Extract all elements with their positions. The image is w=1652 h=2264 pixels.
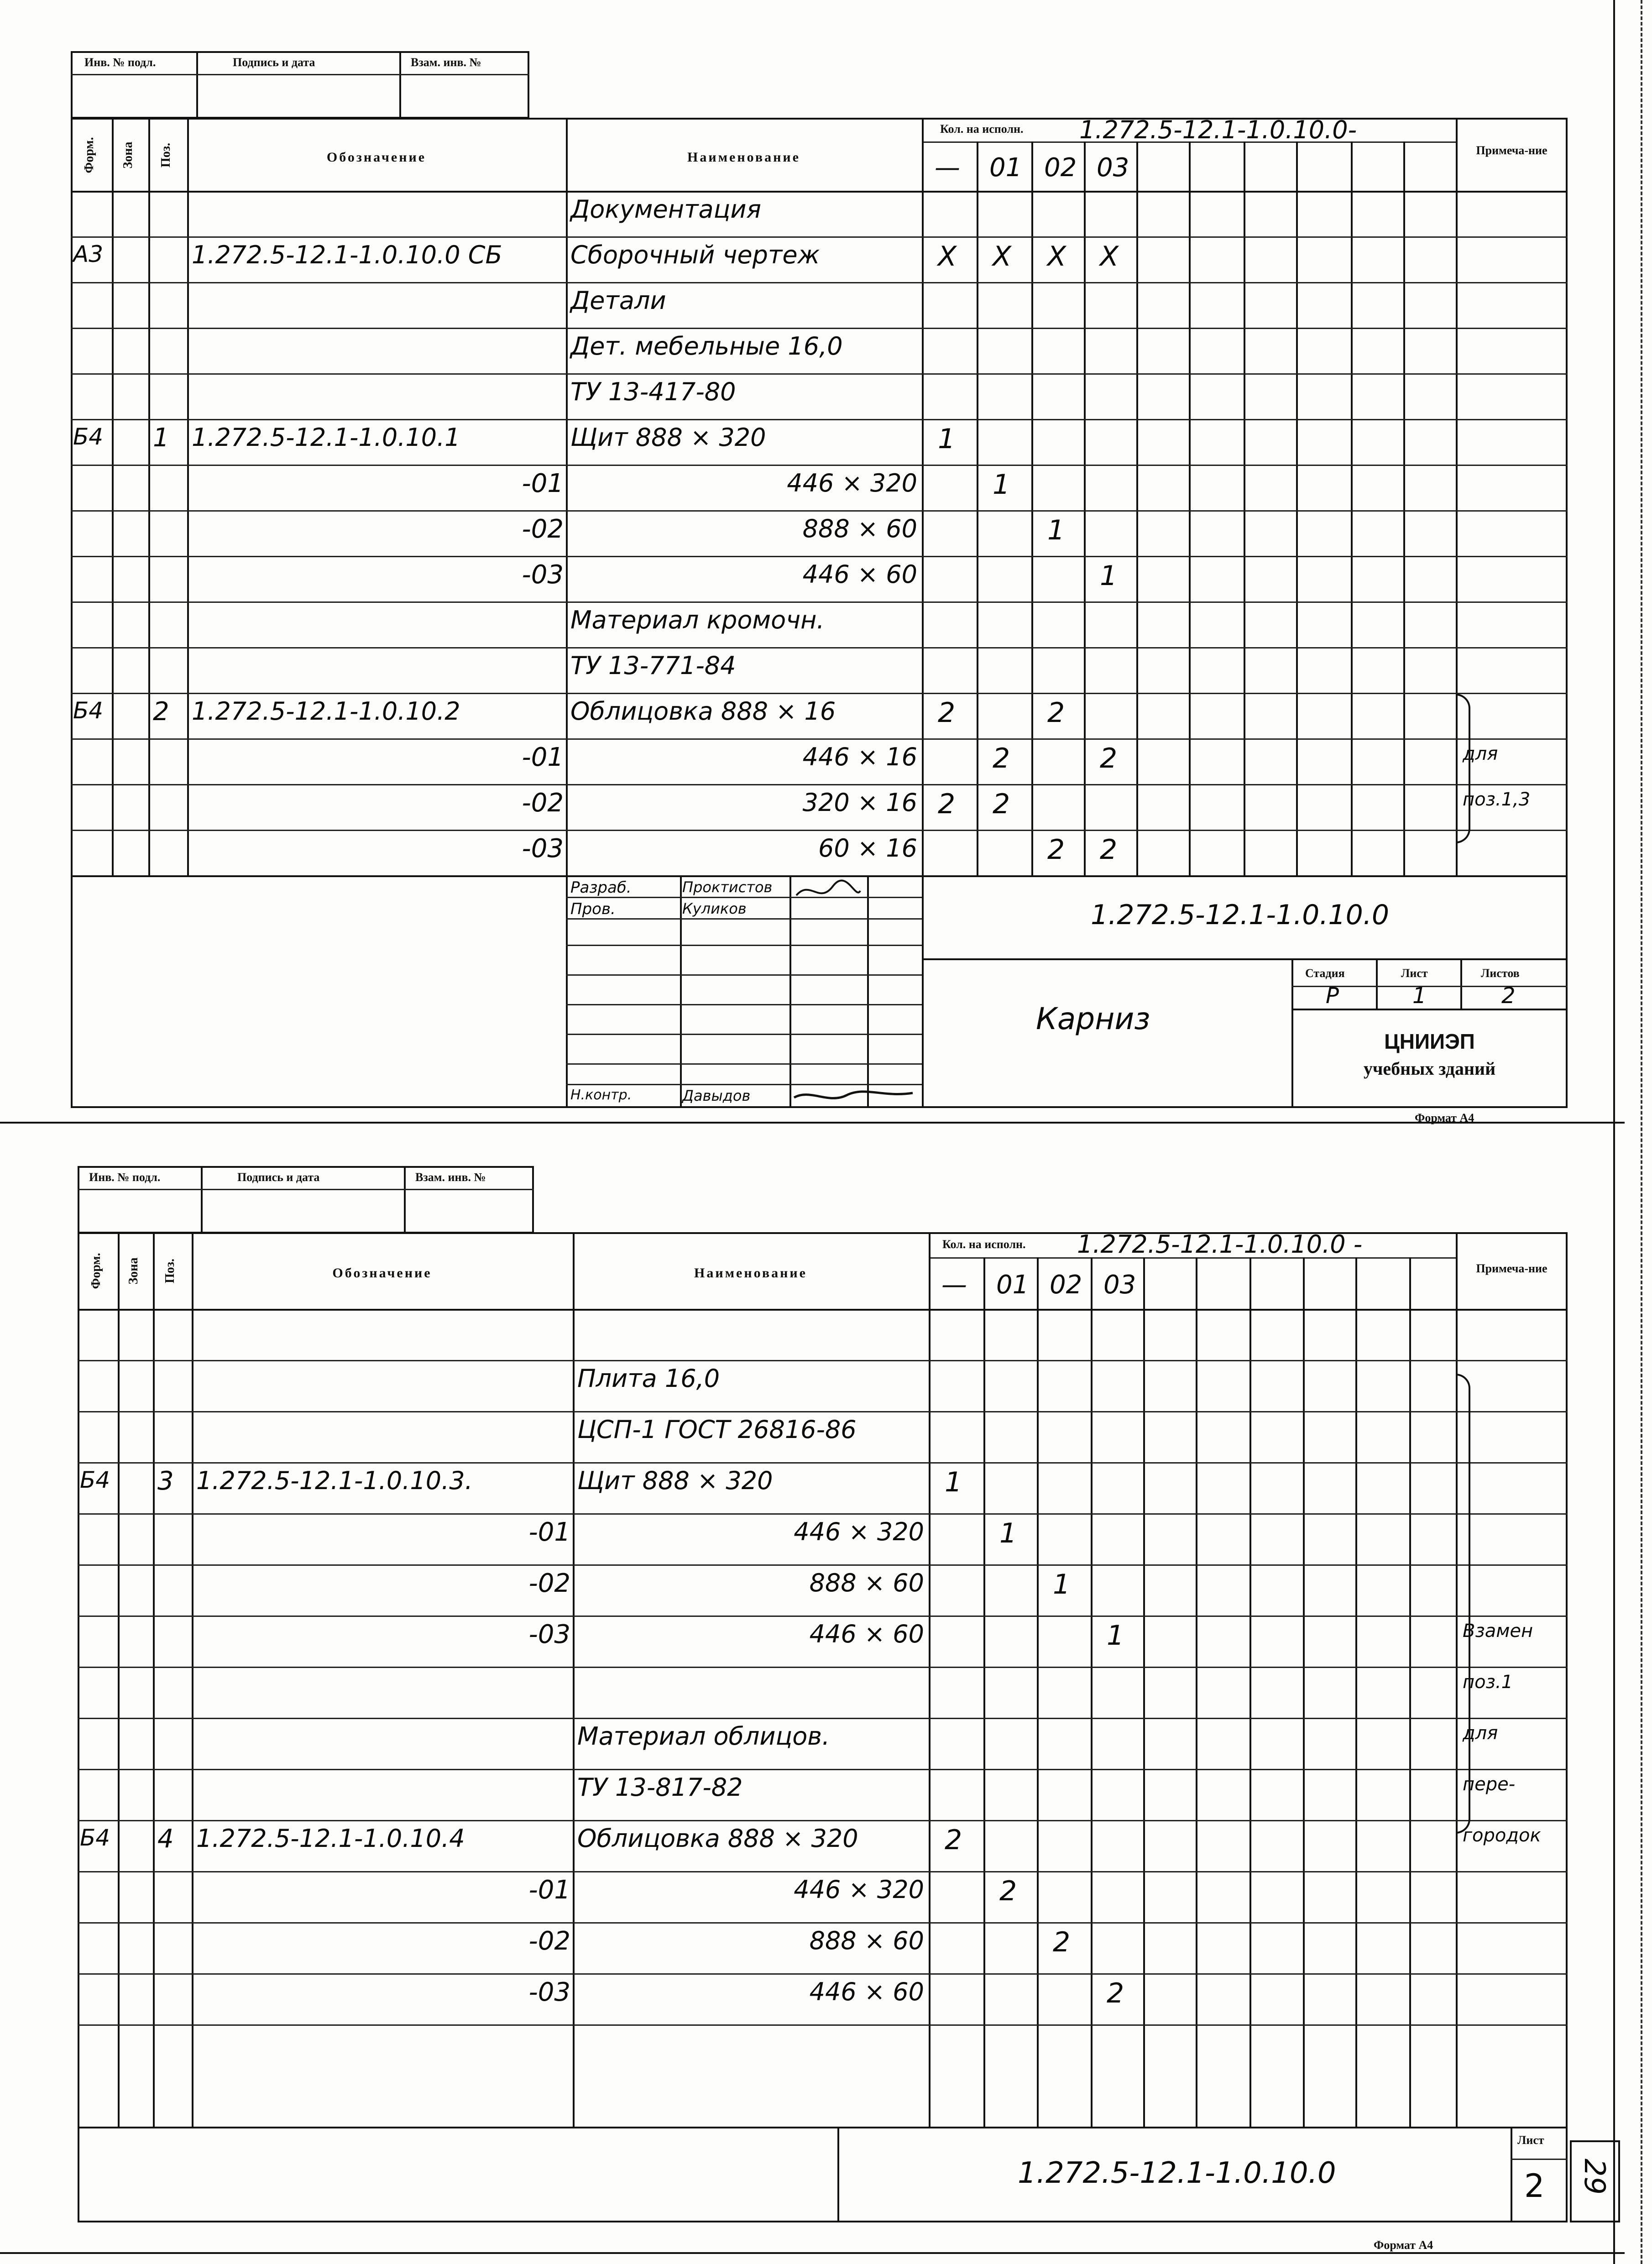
table-row [78,1513,1568,1515]
row-form: Б4 [80,1825,110,1851]
row-qty: 2 [999,1875,1017,1907]
row-form: Б4 [73,697,104,724]
exec-col-header: 02 [1044,153,1077,183]
signature-1 [792,877,865,918]
format-label-1: Формат А4 [1415,1111,1474,1124]
tb-role-normcontrol: Н.контр. [570,1087,632,1103]
tb-sheets-label: Листов [1481,967,1520,980]
row-qty: 1 [993,469,1010,501]
row-designation: -03 [522,560,564,590]
row-name: Материал кромочн. [570,606,825,634]
format-label-2: Формат А4 [1374,2238,1433,2252]
row-qty: X [938,241,957,272]
row-qty: 1 [1047,514,1065,546]
exec-col-header: 01 [996,1270,1029,1300]
tb-name-checker: Куликов [682,900,747,917]
table-row [78,1360,1568,1361]
row-qty: X [993,241,1012,272]
col-header-form-2: Форм. [89,1253,103,1289]
table-row [78,1411,1568,1412]
row-qty: 1 [1107,1620,1124,1652]
row-qty: 2 [993,788,1010,820]
table-row [71,373,1568,375]
row-name: ЦСП-1 ГОСТ 26816-86 [577,1415,857,1444]
row-designation: -03 [522,834,564,863]
tb-stage: Р [1326,983,1339,1009]
row-name: 320 × 16 [802,788,917,817]
row-designation: -02 [522,788,564,818]
row-name: ТУ 13-771-84 [570,651,736,680]
table-row [71,647,1568,648]
table-row [71,738,1568,740]
tb-doc-code: 1.272.5-12.1-1.0.10.0 [1091,899,1389,931]
row-name: 888 × 60 [809,1569,924,1597]
row-designation: 1.272.5-12.1-1.0.10.3. [196,1466,473,1495]
row-designation: -01 [522,469,564,498]
tb-org-line1: ЦНИИЭП [1384,1030,1475,1053]
table-row [78,1616,1568,1617]
row-designation: -02 [528,1569,570,1598]
table-row [71,282,1568,283]
table-row [71,693,1568,694]
table-row [78,1564,1568,1566]
tb-title: Карниз [1036,1001,1150,1036]
qty-code: 1.272.5-12.1-1.0.10.0- [1079,115,1357,144]
row-name: Дет. мебельные 16,0 [570,332,843,361]
table-row [71,510,1568,512]
row-qty: 2 [1100,834,1118,866]
signature-3 [792,1084,915,1107]
row-designation: -03 [528,1620,570,1649]
row-designation: 1.272.5-12.1-1.0.10.4 [196,1824,465,1853]
row-name: Детали [570,286,666,315]
bottom-border [0,2252,1625,2254]
table-row [71,236,1568,238]
row-qty: 1 [945,1466,962,1498]
exec-col-header: 02 [1050,1270,1082,1300]
tb-name-developer: Проктистов [682,878,773,896]
admin-header-signature: Подпись и дата [233,56,315,69]
exec-col-header: 03 [1097,153,1129,183]
row-pos: 3 [157,1466,174,1496]
row-name: 446 × 60 [809,1977,924,2006]
col-header-pos-2: Поз. [163,1258,177,1284]
footer-doc-code: 1.272.5-12.1-1.0.10.0 [1018,2156,1336,2190]
table-row [78,1973,1568,1975]
binding-line [1641,0,1642,2264]
row-qty: X [1047,241,1066,272]
row-designation: 1.272.5-12.1-1.0.10.1 [192,423,460,452]
col-header-designation: Обозначение [326,150,427,165]
table-row [71,419,1568,420]
sheet-divider [0,1122,1625,1124]
row-name: 888 × 60 [802,514,917,543]
row-name: 446 × 16 [802,742,917,771]
row-name: ТУ 13-817-82 [577,1773,743,1802]
row-note: поз.1 [1463,1672,1513,1693]
col-header-pos: Поз. [159,142,173,168]
row-designation: -02 [522,514,564,544]
col-header-note-2: Примеча-ние [1476,1262,1547,1275]
tb-org-line2: учебных зданий [1363,1058,1496,1079]
row-name: 446 × 60 [809,1620,924,1648]
row-name: 446 × 60 [802,560,917,589]
row-name: Материал облицов. [577,1722,830,1751]
row-designation: 1.272.5-12.1-1.0.10.0 СБ [192,241,502,269]
row-name: Щит 888 × 320 [570,423,766,452]
qty-code-2: 1.272.5-12.1-1.0.10.0 - [1077,1230,1363,1259]
row-designation: -03 [528,1977,570,2007]
row-name: 888 × 60 [809,1926,924,1955]
row-qty: 2 [993,742,1010,774]
table-row [71,556,1568,557]
row-pos: 2 [153,697,169,727]
admin-header-replaced: Взам. инв. № [411,56,481,69]
row-name: 446 × 320 [794,1517,924,1546]
tb-role-developer: Разраб. [570,878,632,897]
row-qty: 1 [938,423,956,455]
table-row [71,601,1568,603]
row-name: Облицовка 888 × 16 [570,697,836,726]
footer-sheet: 2 [1524,2167,1545,2205]
admin-header-replaced-2: Взам. инв. № [415,1171,486,1184]
col-header-qty-2: Кол. на исполн. [942,1238,1026,1251]
tb-name-normcontrol: Давыдов [682,1087,751,1104]
col-header-name: Наименование [687,150,800,165]
note-bracket-1 [1456,694,1470,843]
table-row [78,1462,1568,1464]
exec-col-header: — [935,153,960,183]
row-qty: 2 [938,697,956,729]
exec-col-header: 01 [989,153,1022,183]
tb-sheets: 2 [1501,983,1516,1009]
col-header-qty: Кол. на исполн. [940,122,1024,136]
table-row [78,2024,1568,2026]
admin-header-inv: Инв. № подл. [84,56,156,69]
col-header-note: Примеча-ние [1476,144,1547,157]
row-name: Облицовка 888 × 320 [577,1824,858,1853]
row-designation: -01 [528,1875,570,1905]
row-qty: 2 [1047,697,1065,729]
row-form: A3 [73,241,104,267]
tb-sheet: 1 [1412,983,1427,1009]
table-row [78,1667,1568,1668]
row-name: Плита 16,0 [577,1364,720,1393]
exec-col-header: 03 [1103,1270,1136,1300]
row-note: для [1463,1723,1498,1744]
row-qty: 1 [1100,560,1118,592]
col-header-form: Форм. [82,137,96,173]
tb-stage-label: Стадия [1305,967,1345,980]
page-stamp: 29 [1578,2159,1611,2195]
table-row [71,328,1568,329]
row-name: Сборочный чертеж [570,241,820,269]
col-header-name-2: Наименование [694,1265,807,1281]
row-qty: 2 [945,1824,962,1856]
row-note: Взамен [1463,1621,1533,1642]
row-qty: 2 [1047,834,1065,866]
row-qty: 1 [999,1517,1017,1549]
table-row [78,1718,1568,1719]
row-designation: -01 [522,742,564,772]
row-designation: -01 [528,1517,570,1547]
row-qty: 2 [938,788,956,820]
table-row [78,1820,1568,1821]
tb-role-checker: Пров. [570,900,616,918]
tb-sheet-label: Лист [1401,967,1428,980]
row-designation: 1.272.5-12.1-1.0.10.2 [192,697,460,726]
exec-col-header: — [941,1270,967,1300]
row-form: Б4 [73,424,104,450]
table-row [71,465,1568,466]
row-qty: 2 [1053,1926,1071,1958]
row-note: пере- [1463,1774,1516,1795]
col-header-designation-2: Обозначение [332,1265,432,1281]
row-name: 446 × 320 [794,1875,924,1904]
row-note: поз.1,3 [1463,789,1531,810]
footer-sheet-label: Лист [1517,2133,1544,2147]
table-row [71,784,1568,785]
col-header-zone-2: Зона [126,1257,141,1285]
row-note: городок [1463,1825,1541,1846]
row-name: Документация [570,195,761,224]
row-note: для [1463,743,1498,764]
row-pos: 1 [153,423,169,453]
note-bracket-2 [1456,1374,1470,1834]
admin-header-signature-2: Подпись и дата [237,1171,320,1184]
table-row [71,830,1568,831]
table-row [78,1922,1568,1924]
row-designation: -02 [528,1926,570,1956]
table-row [78,1871,1568,1872]
row-qty: X [1100,241,1119,272]
row-form: Б4 [80,1467,110,1493]
outer-right-border [1613,0,1615,2264]
row-qty: 2 [1100,742,1118,774]
table-row [78,1769,1568,1770]
row-qty: 1 [1053,1569,1071,1600]
row-name: ТУ 13-417-80 [570,377,736,406]
row-pos: 4 [157,1824,174,1854]
row-name: 60 × 16 [818,834,917,863]
admin-header-inv-2: Инв. № подл. [89,1171,161,1184]
row-name: 446 × 320 [787,469,917,497]
row-name: Щит 888 × 320 [577,1466,773,1495]
row-qty: 2 [1107,1977,1124,2009]
col-header-zone: Зона [121,141,135,169]
